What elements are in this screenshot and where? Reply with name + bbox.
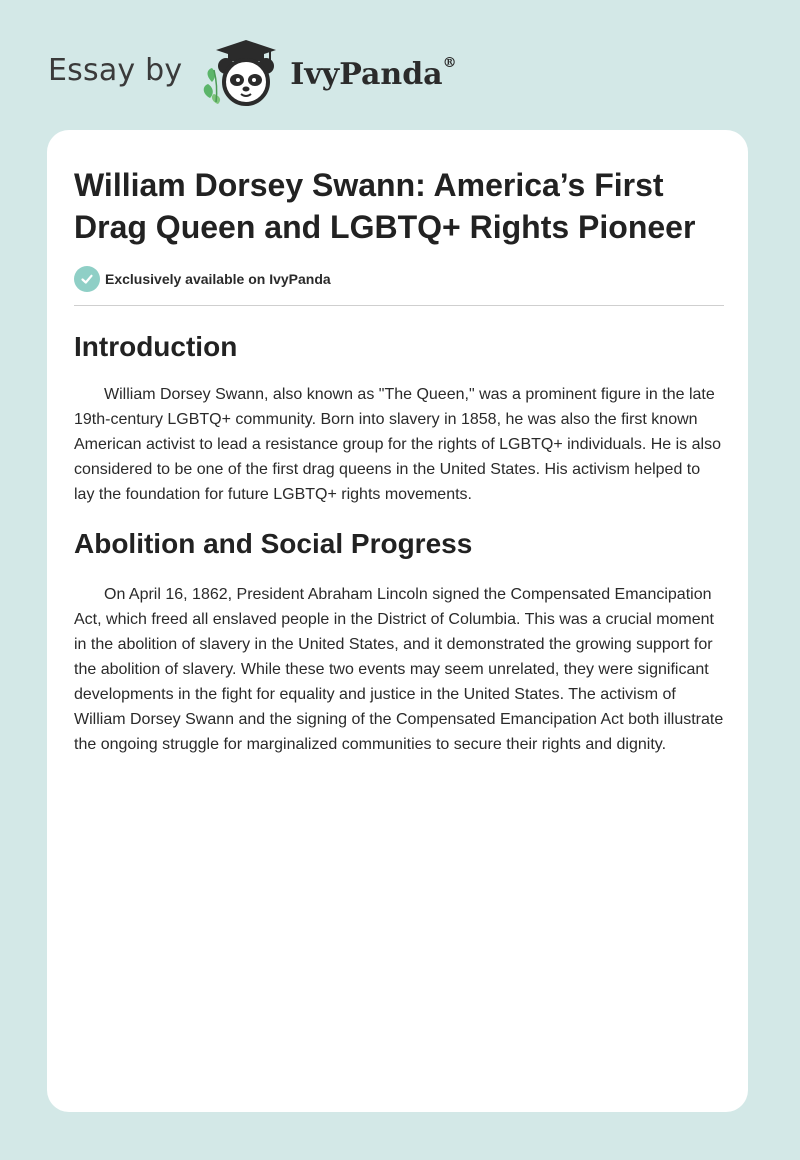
section-paragraph-abolition: On April 16, 1862, President Abraham Lincoln signed the Compensated Emancipation Act, which freed all enslaved people in the District of Columbia. This was a crucial moment in the abolition of slavery in the United States, and it demonstrated the growing support for the abolition of slavery. While these two events may seem unrelated, they were significant developments in the fight for equality and justice in the United States. The activism of William Dorsey Swann and the signing of the Compensated Emancipation Act both illustrate the ongoing struggle for marginalized communities to secure their rights and dignity. bbox=[74, 586, 724, 753]
exclusive-badge bbox=[74, 266, 724, 292]
exclusive-badge-text: Exclusively available on IvyPanda bbox=[105, 271, 331, 287]
panda-graduate-icon[interactable] bbox=[196, 36, 288, 108]
section-paragraph-introduction: William Dorsey Swann, also known as "The Queen," was a prominent figure in the late 19th-century LGBTQ+ community. Born into slavery in 1858, he was also the first known American activist to lead a resistance group for the rights of LGBTQ+ individuals. He is also considered to be one of the first drag queens in the United States. His activism helped to lay the foundation for future LGBTQ+ rights movements. bbox=[74, 386, 721, 503]
check-icon bbox=[74, 266, 100, 292]
registered-mark: ® bbox=[442, 54, 457, 71]
title-divider bbox=[74, 305, 724, 306]
essay-card bbox=[47, 130, 748, 1112]
brand-name[interactable]: IvyPanda® bbox=[290, 54, 457, 92]
essay-title: William Dorsey Swann: America’s First Drag Queen and LGBTQ+ Rights Pioneer bbox=[74, 167, 696, 245]
essay-content bbox=[74, 164, 724, 757]
section-heading-introduction: Introduction bbox=[74, 331, 238, 362]
section-heading-abolition: Abolition and Social Progress bbox=[74, 528, 473, 559]
site-header bbox=[48, 36, 457, 108]
essay-by-label: Essay by bbox=[48, 52, 183, 88]
